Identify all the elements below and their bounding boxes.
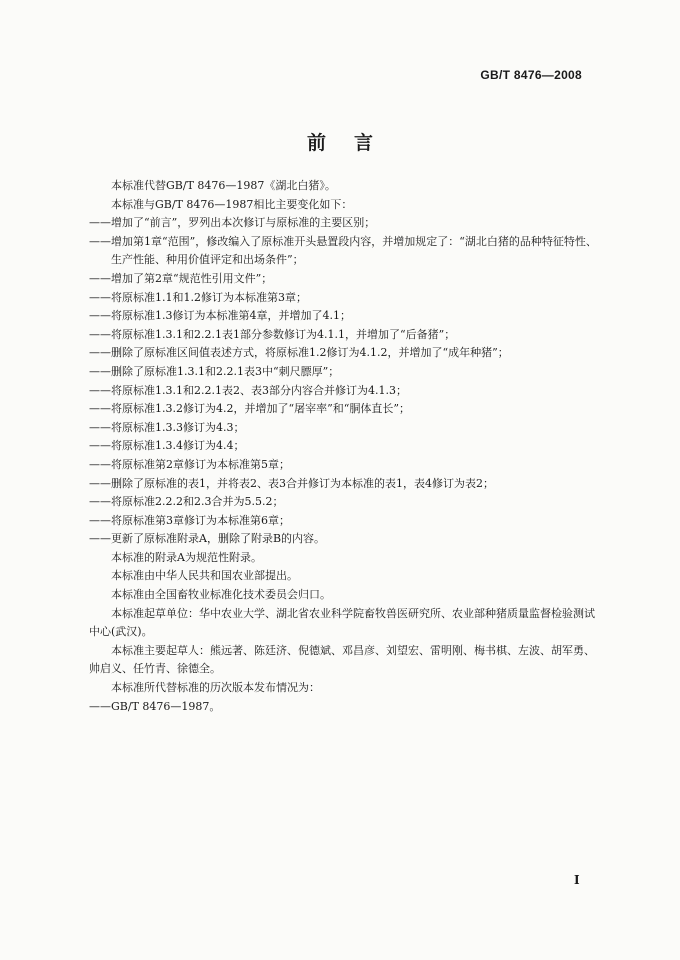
change-item: ——增加了“前言”，罗列出本次修订与原标准的主要区别； xyxy=(89,216,376,230)
change-item: ——将原标准第3章修订为本标准第6章； xyxy=(89,513,290,527)
intro-paragraph: 本标准与GB/T 8476—1987相比主要变化如下： xyxy=(111,197,353,211)
proposed-by: 本标准由中华人民共和国农业部提出。 xyxy=(111,569,298,583)
change-item: ——删除了原标准1.3.1和2.2.1表3中“刺尺膘厚”； xyxy=(89,364,340,378)
change-item: ——将原标准1.3.1和2.2.1表1部分参数修订为4.1.1，并增加了“后备猪”； xyxy=(89,327,456,341)
change-item: ——将原标准1.3.2修订为4.2，并增加了“屠宰率”和“胴体直长”； xyxy=(89,402,410,416)
change-item: ——将原标准1.1和1.2修订为本标准第3章； xyxy=(89,290,307,304)
intro-paragraph: 本标准代替GB/T 8476—1987《湖北白猪》。 xyxy=(111,179,336,192)
change-item: ——将原标准第2章修订为本标准第5章； xyxy=(89,457,290,471)
page-title: 前言 xyxy=(306,132,401,154)
change-item: ——将原标准2.2.2和2.3合并为5.5.2； xyxy=(89,495,284,509)
change-item: ——删除了原标准的表1，并将表2、表3合并修订为本标准的表1，表4修订为表2； xyxy=(89,476,494,490)
change-item: ——增加第1章“范围”，修改编入了原标准开头悬置段内容，并增加规定了：“湖北白猪的品种特征特性、生产性能、种用价值评定和出场条件”； xyxy=(89,234,597,267)
change-item: ——更新了原标准附录A，删除了附录B的内容。 xyxy=(89,532,326,546)
appendix-note: 本标准的附录A为规范性附录。 xyxy=(111,550,262,564)
change-item: ——删除了原标准区间值表述方式，将原标准1.2修订为4.1.2，并增加了“成年种猪”； xyxy=(89,346,509,360)
foreword-body xyxy=(89,177,597,716)
history-intro: 本标准所代替标准的历次版本发布情况为： xyxy=(111,681,320,695)
page-number: I xyxy=(574,873,580,887)
drafters: 本标准主要起草人：熊远著、陈廷济、倪德斌、邓昌彦、刘望宏、雷明刚、梅书棋、左波、胡军勇、帅启义、任竹青、徐德全。 xyxy=(89,643,595,676)
history-item: ——GB/T 8476—1987。 xyxy=(89,699,221,713)
change-item: ——将原标准1.3.1和2.2.1表2、表3部分内容合并修订为4.1.3； xyxy=(89,383,407,397)
drafting-units: 本标准起草单位：华中农业大学、湖北省农业科学院畜牧兽医研究所、农业部种猪质量监督检验测试中心(武汉)。 xyxy=(89,606,595,639)
change-item: ——将原标准1.3修订为本标准第4章，并增加了4.1； xyxy=(89,309,351,323)
change-item: ——将原标准1.3.3修订为4.3； xyxy=(89,420,245,434)
standard-code: GB/T 8476—2008 xyxy=(480,68,582,82)
change-item: ——增加了第2章“规范性引用文件”； xyxy=(89,271,273,285)
change-item: ——将原标准1.3.4修订为4.4； xyxy=(89,439,245,453)
managed-by: 本标准由全国畜牧业标准化技术委员会归口。 xyxy=(111,588,331,602)
